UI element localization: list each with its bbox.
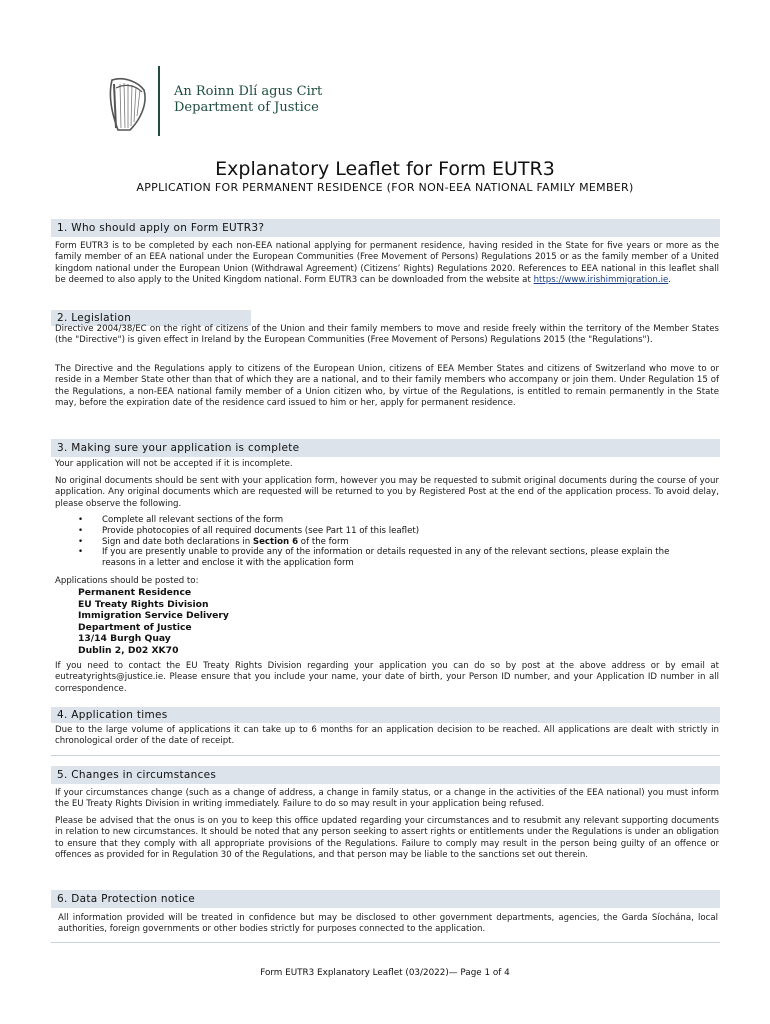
section-1-text xyxy=(55,241,719,286)
address-line: Permanent Residence xyxy=(78,587,192,598)
section-3-paragraph-3: If you need to contact the EU Treaty Rights Division regarding your application you can do so by post at the above address or by email at eutreatyrights@justice.ie. Please ensure that you include your name, your date of birth, your Person ID number, and your Application ID number in all correspondence. xyxy=(55,661,719,694)
department-logo xyxy=(104,66,334,138)
list-item: • Complete all relevant sections of the form xyxy=(78,515,698,526)
divider xyxy=(51,942,720,943)
checklist xyxy=(78,515,698,569)
harp-icon xyxy=(104,74,150,134)
section-1-heading: 1. Who should apply on Form EUTR3? xyxy=(51,219,720,237)
page-footer: Form EUTR3 Explanatory Leaflet (03/2022)— Page 1 of 4 xyxy=(260,968,510,978)
list-item xyxy=(78,537,698,548)
address-line: Department of Justice xyxy=(78,621,192,633)
list-item: • If you are presently unable to provide any of the information or details requested in any of the relevant sections, please explain the reasons in a letter and enclose it with the application form xyxy=(78,547,698,569)
section-6-heading: 6. Data Protection notice xyxy=(51,890,720,908)
section-4-heading: 4. Application times xyxy=(51,707,720,723)
immigration-website-link[interactable]: https://www.irishimmigration.ie xyxy=(533,274,669,285)
address-line: EU Treaty Rights Division xyxy=(78,598,209,610)
postal-intro: Applications should be posted to: xyxy=(55,576,199,586)
address-line: Immigration Service Delivery xyxy=(78,610,229,621)
section-1-tail: . xyxy=(668,274,672,285)
logo-divider xyxy=(158,66,160,136)
section-5-paragraph-1: If your circumstances change (such as a change of address, a change in family status, or a change in the activities of the EEA national) you must inform the EU Treaty Rights Division in writing immediately. Failure to do so may result in your application being refused. xyxy=(55,788,719,810)
section-5-paragraph-2: Please be advised that the onus is on you to keep this office updated regarding your circumstances and to resubmit any relevant supporting documents in relation to new circumstances. It should be noted that any person seeking to assert rights or entitlements under the Regulations is under an obligation to ensure that they comply with all appropriate provisions of the Regulations. Failure to comply may result in the person being guilty of an offence or offences as provided for in Regulation 30 of the Regulations, and that person may be liable to the sanctions set out therein. xyxy=(55,816,719,860)
address-line: 13/14 Burgh Quay xyxy=(78,633,171,644)
logo-irish-name: An Roinn Dlí agus Cirt xyxy=(174,84,323,99)
section-6-text: All information provided will be treated in confidence but may be disclosed to other government departments, agencies, the Garda Síochána, local authorities, foreign governments or other bodies strictly for purposes connected to the application. xyxy=(58,913,718,935)
document-title: Explanatory Leaflet for Form EUTR3 xyxy=(215,158,555,180)
document-subtitle: APPLICATION FOR PERMANENT RESIDENCE (FOR NON-EEA NATIONAL FAMILY MEMBER) xyxy=(136,181,634,194)
bullet-text: of the form xyxy=(298,536,349,547)
section-1-body: Form EUTR3 is to be completed by each non-EEA national applying for permanent residence, having resided in the State for five years or more as the family member of an EEA national under the European Communities (Free Movement of Persons) Regulations 2015 or as the family member of a United kingdom national under the European Union (Withdrawal Agreement) (Citizens’ Rights) Regulations 2020. References to EEA national in this leaflet shall be deemed to also apply to the United Kingdom national. Form EUTR3 can be downloaded from the website at xyxy=(55,241,719,285)
list-item: • Provide photocopies of all required documents (see Part 11 of this leaflet) xyxy=(78,526,698,537)
section-2-heading: 2. Legislation xyxy=(51,310,251,326)
logo-english-name: Department of Justice xyxy=(174,100,319,115)
divider xyxy=(51,755,720,756)
postal-address xyxy=(78,587,229,656)
section-5-heading: 5. Changes in circumstances xyxy=(51,766,720,784)
bullet-text: Sign and date both declarations in xyxy=(102,536,253,547)
address-line: Dublin 2, D02 XK70 xyxy=(78,644,179,656)
section-2-paragraph-1: Directive 2004/38/EC on the right of citizens of the Union and their family members to move and reside freely within the territory of the Member States (the "Directive") is given effect in Ireland by the European Communities (Free Movement of Persons) Regulations 2015 (the "Regulations"). xyxy=(55,324,719,346)
section-3-heading: 3. Making sure your application is complete xyxy=(51,439,720,457)
section-2-paragraph-2: The Directive and the Regulations apply to citizens of the European Union, citizens of EEA Member States and citizens of Switzerland who move to or reside in a Member State other than that of which they are a national, and to their family members who accompany or join them. Under Regulation 15 of the Regulations, a non-EEA national family member of a Union citizen who, by virtue of the Regulations, is entitled to remain permanently in the State may, before the expiration date of the residence card issued to him or her, apply for permanent residence. xyxy=(55,364,719,408)
logo-text xyxy=(174,84,322,116)
bullet-bold-text: Section 6 xyxy=(252,536,299,547)
section-3-paragraph-1: Your application will not be accepted if it is incomplete. xyxy=(55,459,293,469)
section-3-paragraph-2: No original documents should be sent with your application form, however you may be requested to submit original documents during the course of your application. Any original documents which are requested will be returned to you by Registered Post at the end of the application process. To avoid delay, please observe the following. xyxy=(55,476,719,509)
section-4-text: Due to the large volume of applications it can take up to 6 months for an application decision to be reached. All applications are dealt with strictly in chronological order of the date of receipt. xyxy=(55,725,719,747)
